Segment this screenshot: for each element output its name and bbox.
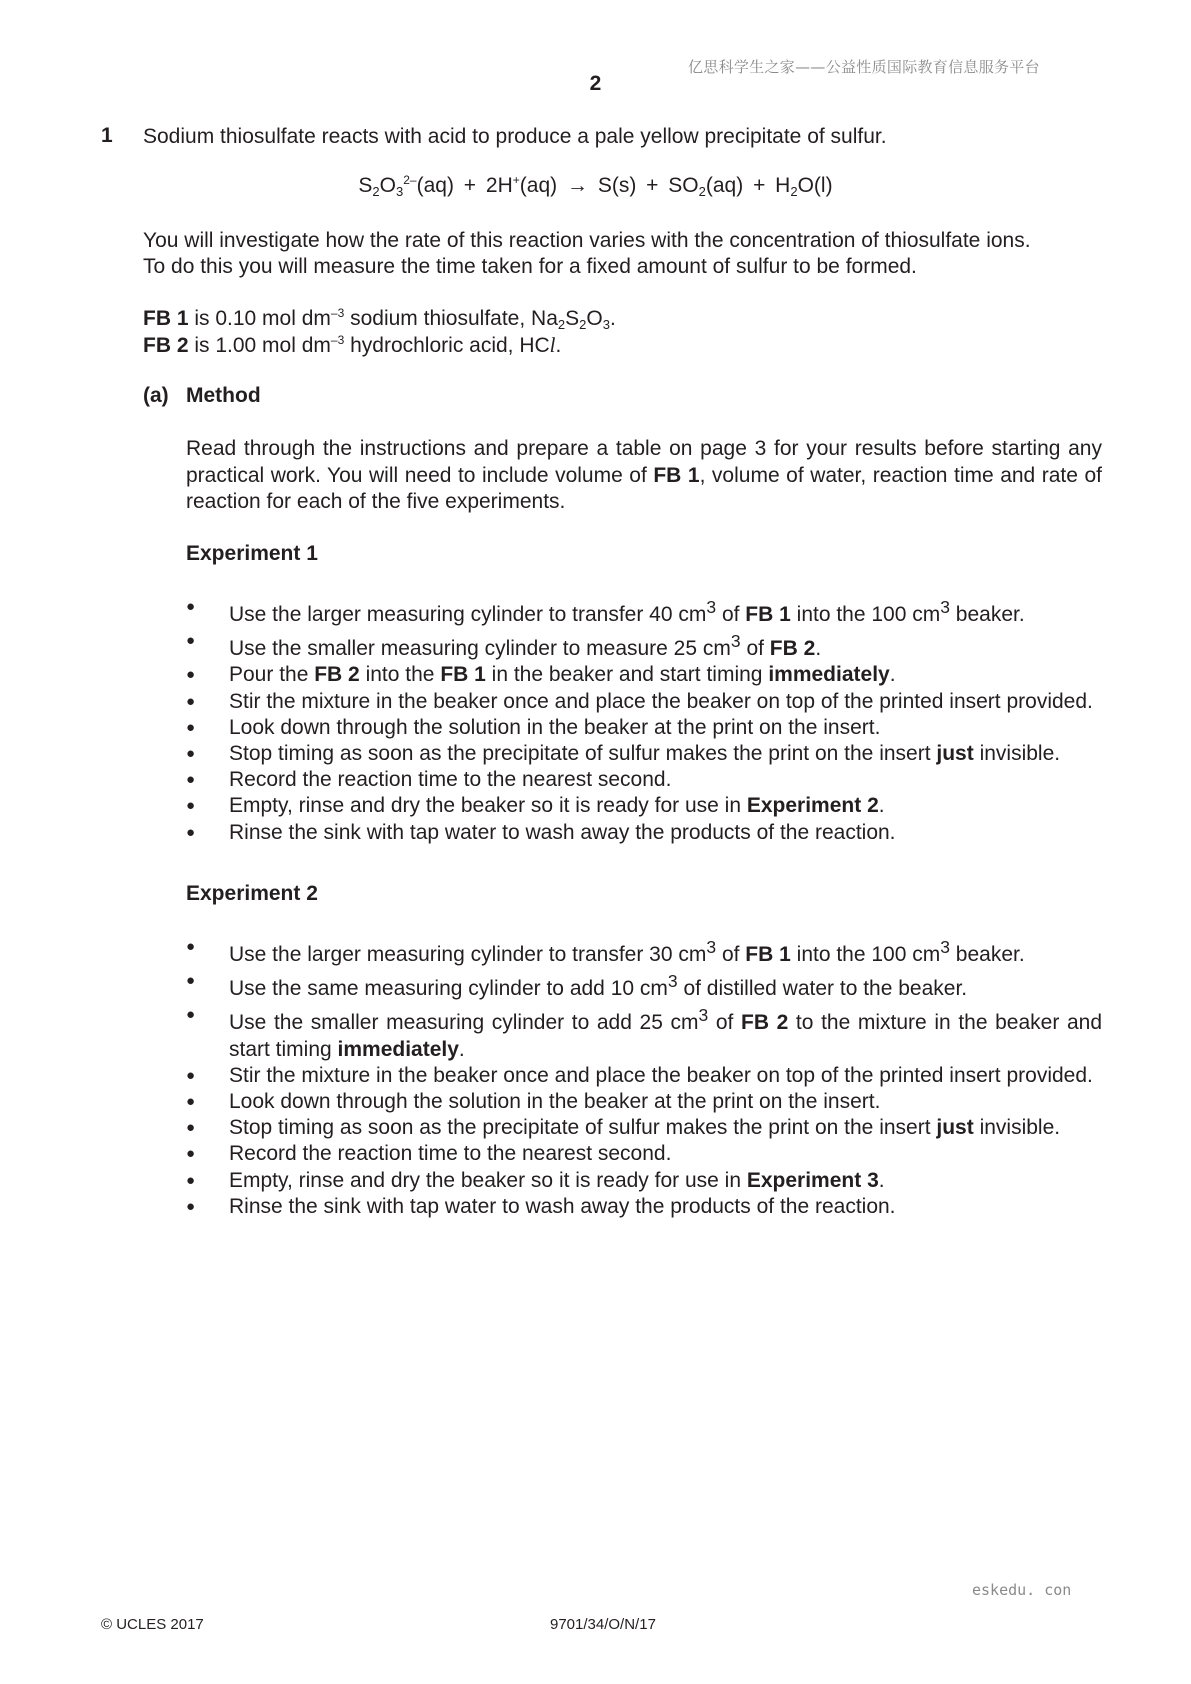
list-item: ● Use the same measuring cylinder to add 10 $cm^3$ of distilled water to the beaker.: [186, 968, 1102, 1002]
experiment-2-heading: Experiment 2: [186, 882, 318, 905]
list-item: ● Use the smaller measuring cylinder to measure 25 $cm^3$ of FB 2.: [186, 628, 1102, 662]
bullet-icon: ●: [186, 1093, 196, 1111]
bullet-icon: ●: [186, 938, 196, 955]
list-item: ● Look down through the solution in the beaker at the print on the insert.: [186, 715, 1102, 741]
bullet-icon: ●: [186, 1171, 196, 1189]
investigate-line-2: To do this you will measure the time taken for a fixed amount of sulfur to be formed.: [143, 255, 917, 278]
list-item: ● Stop timing as soon as the precipitate of sulfur makes the print on the insert just invisible.: [186, 741, 1102, 767]
fb2-definition: FB 2 is 1.00 mol $dm^{-3}$ hydrochloric acid, HCl.: [143, 333, 562, 357]
bullet-icon: ●: [186, 692, 196, 710]
intro-text: Sodium thiosulfate reacts with acid to produce a pale yellow precipitate of sulfur.: [143, 125, 887, 148]
list-item: ● Pour the FB 2 into the FB 1 in the beaker and start timing immediately.: [186, 662, 1102, 688]
list-item: ● Use the smaller measuring cylinder to add 25 $cm^3$ of FB 2 to the mixture in the beaker and start timing immediately.: [186, 1002, 1102, 1062]
list-item: ● Rinse the sink with tap water to wash away the products of the reaction.: [186, 1194, 1102, 1220]
bullet-icon: ●: [186, 718, 196, 736]
bullet-icon: ●: [186, 666, 196, 684]
list-item: ● Rinse the sink with tap water to wash away the products of the reaction.: [186, 820, 1102, 846]
list-item: ● Use the larger measuring cylinder to transfer 40 $cm^3$ of FB 1 into the 100 $cm^3$ beaker.: [186, 594, 1102, 628]
footer-copyright: © UCLES 2017: [101, 1616, 204, 1633]
list-item: ● Use the larger measuring cylinder to transfer 30 $cm^3$ of FB 1 into the 100 $cm^3$ beaker.: [186, 934, 1102, 968]
experiment-1-steps: [186, 594, 1102, 846]
experiment-2-steps: [186, 934, 1102, 1220]
bullet-icon: ●: [186, 598, 196, 615]
footer-paper-code: 9701/34/O/N/17: [550, 1616, 656, 1633]
fb1-definition: FB 1 is 0.10 mol $dm^{-3}$ sodium thiosulfate, $Na_2S_2O_3$.: [143, 306, 616, 332]
list-item: ● Empty, rinse and dry the beaker so it is ready for use in Experiment 3.: [186, 1168, 1102, 1194]
list-item: ● Look down through the solution in the beaker at the print on the insert.: [186, 1089, 1102, 1115]
bullet-icon: ●: [186, 1006, 196, 1024]
method-instructions: Read through the instructions and prepare a table on page 3 for your results before starting any practical work. You will need to include volume of FB 1, volume of water, reaction time and rate of reaction for each of the five experiments.: [186, 437, 1102, 513]
list-item: ● Record the reaction time to the nearest second.: [186, 1141, 1102, 1167]
bullet-icon: ●: [186, 972, 196, 990]
bullet-icon: ●: [186, 745, 196, 763]
experiment-1-heading: Experiment 1: [186, 542, 318, 565]
list-item: ● Stir the mixture in the beaker once and place the beaker on top of the printed insert provided.: [186, 689, 1102, 715]
method-heading: Method: [186, 384, 261, 407]
bullet-icon: ●: [186, 1066, 196, 1084]
bullet-icon: ●: [186, 1145, 196, 1163]
watermark-bottom: eskedu. con: [972, 1581, 1072, 1599]
bullet-icon: ●: [186, 1119, 196, 1137]
bullet-icon: ●: [186, 823, 196, 841]
list-item: ● Stir the mixture in the beaker once and place the beaker on top of the printed insert provided.: [186, 1063, 1102, 1089]
watermark-top: 亿思科学生之家——公益性质国际教育信息服务平台: [688, 58, 1040, 76]
part-a-label: (a): [143, 384, 169, 407]
investigate-line-1: You will investigate how the rate of this reaction varies with the concentration of thiosulfate ions.: [143, 229, 1031, 252]
bullet-icon: ●: [186, 797, 196, 815]
list-item: ● Stop timing as soon as the precipitate of sulfur makes the print on the insert just invisible.: [186, 1115, 1102, 1141]
page-number: 2: [589, 72, 602, 95]
bullet-icon: ●: [186, 1197, 196, 1215]
bullet-icon: ●: [186, 632, 196, 650]
list-item: ● Record the reaction time to the nearest second.: [186, 767, 1102, 793]
reaction-equation: $S_2O_3^{2-}(aq) + 2H^+(aq) \to S(s) + SO_2(aq) + H_2O(l)$: [358, 173, 833, 199]
bullet-icon: ●: [186, 771, 196, 789]
question-number: 1: [101, 124, 113, 147]
list-item: ● Empty, rinse and dry the beaker so it is ready for use in Experiment 2.: [186, 793, 1102, 819]
